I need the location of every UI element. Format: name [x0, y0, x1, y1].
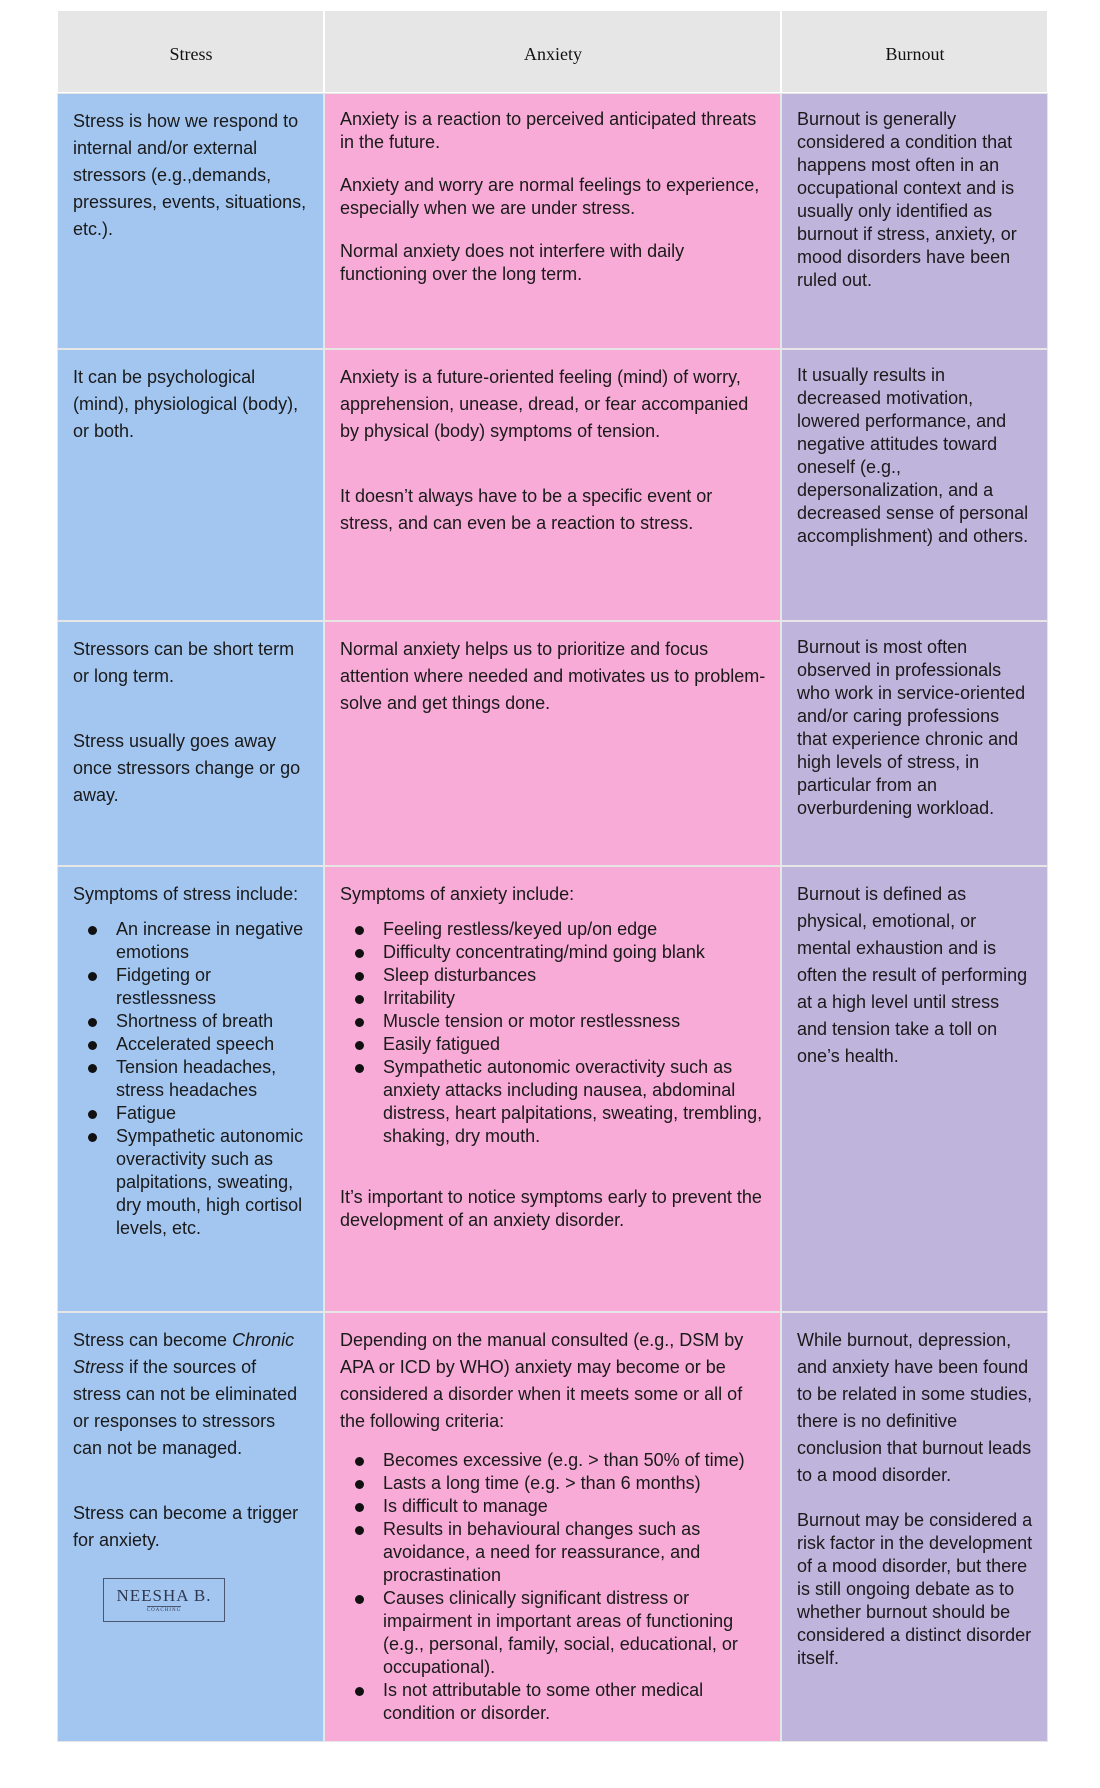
row3-burnout-text: Burnout is most often observed in professionals who work in service-oriented and/or caring professions that experience chronic and high levels of stress, in particular from an overburdening workload. — [797, 637, 1026, 818]
header-stress: Stress — [57, 10, 324, 93]
neesha-b-coaching-logo — [103, 1578, 225, 1622]
row5-stress-text-1 — [73, 1327, 309, 1462]
row5-anxiety-intro: Depending on the manual consulted (e.g., DSM by APA or ICD by WHO) anxiety may become or be considered a disorder when it meets some or all of the following criteria: — [340, 1330, 744, 1431]
row1-anxiety-text-3: Normal anxiety does not interfere with daily functioning over the long term. — [340, 241, 685, 284]
list-item: Sympathetic autonomic overactivity such as palpitations, sweating, dry mouth, high cortisol levels, etc. — [116, 1125, 309, 1240]
anxiety-criteria-list — [340, 1449, 766, 1725]
comparison-table — [57, 10, 1048, 1742]
header-anxiety: Anxiety — [324, 10, 781, 93]
list-item: Fatigue — [116, 1102, 309, 1125]
row1-burnout-cell — [781, 93, 1048, 349]
row2-stress-text: It can be psychological (mind), physiological (body), or both. — [73, 367, 299, 441]
row5-burnout-cell — [781, 1312, 1048, 1742]
row3-burnout-cell — [781, 621, 1048, 866]
row1-anxiety-cell — [324, 93, 781, 349]
row3-stress-text-2: Stress usually goes away once stressors change or go away. — [73, 731, 301, 805]
logo-name: NEESHA B. — [116, 1586, 212, 1605]
list-item: Fidgeting or restlessness — [116, 964, 309, 1010]
row5-stress-cell — [57, 1312, 324, 1742]
row5-stress-text-post: if the sources of stress can not be eliminated or responses to stressors can not be managed. — [73, 1357, 298, 1458]
list-item: Causes clinically significant distress or impairment in important areas of functioning (e.g., personal, family, social, educational, or occupational). — [383, 1587, 766, 1679]
row5-stress-text-2: Stress can become a trigger for anxiety. — [73, 1503, 299, 1550]
anxiety-symptoms-list — [340, 918, 766, 1148]
row2-burnout-text: It usually results in decreased motivation, lowered performance, and negative attitudes toward oneself (e.g., depersonalization, and a decreased sense of personal accomplishment) and others. — [797, 365, 1029, 546]
row4-anxiety-intro: Symptoms of anxiety include: — [340, 884, 575, 904]
row1-stress-cell — [57, 93, 324, 349]
logo-subtitle: COACHING — [146, 1608, 182, 1613]
row5-burnout-text-2: Burnout may be considered a risk factor in the development of a mood disorder, but there is still ongoing debate as to whether burnout should be considered a distinct disorder itself. — [797, 1510, 1033, 1668]
row4-stress-intro: Symptoms of stress include: — [73, 884, 299, 904]
row2-stress-cell — [57, 349, 324, 621]
list-item: Muscle tension or motor restlessness — [383, 1010, 766, 1033]
row4-anxiety-cell — [324, 866, 781, 1312]
list-item: Tension headaches, stress headaches — [116, 1056, 309, 1102]
row5-burnout-text-1: While burnout, depression, and anxiety have been found to be related in some studies, there is no definitive conclusion that burnout leads to a mood disorder. — [797, 1330, 1033, 1485]
list-item: Becomes excessive (e.g. > than 50% of time) — [383, 1449, 766, 1472]
stress-symptoms-list — [73, 918, 309, 1240]
row1-stress-text: Stress is how we respond to internal and/or external stressors (e.g.,demands, pressures, events, situations, etc.). — [73, 111, 307, 239]
row4-anxiety-outro: It’s important to notice symptoms early to prevent the development of an anxiety disorder. — [340, 1187, 762, 1230]
list-item: Feeling restless/keyed up/on edge — [383, 918, 766, 941]
list-item: Difficulty concentrating/mind going blank — [383, 941, 766, 964]
row1-anxiety-text-2: Anxiety and worry are normal feelings to experience, especially when we are under stress. — [340, 175, 760, 218]
list-item: Sleep disturbances — [383, 964, 766, 987]
list-item: Results in behavioural changes such as avoidance, a need for reassurance, and procrastination — [383, 1518, 766, 1587]
row2-anxiety-cell — [324, 349, 781, 621]
list-item: Lasts a long time (e.g. > than 6 months) — [383, 1472, 766, 1495]
row4-burnout-text: Burnout is defined as physical, emotional, or mental exhaustion and is often the result of performing at a high level until stress and tension take a toll on one’s health. — [797, 884, 1028, 1066]
list-item: Easily fatigued — [383, 1033, 766, 1056]
row5-anxiety-cell — [324, 1312, 781, 1742]
header-burnout: Burnout — [781, 10, 1048, 93]
row1-burnout-text: Burnout is generally considered a condition that happens most often in an occupational context and is usually only identified as burnout if stress, anxiety, or mood disorders have been ruled out. — [797, 109, 1017, 290]
list-item: Is difficult to manage — [383, 1495, 766, 1518]
row3-anxiety-cell — [324, 621, 781, 866]
row3-stress-text-1: Stressors can be short term or long term. — [73, 639, 295, 686]
list-item: Is not attributable to some other medical condition or disorder. — [383, 1679, 766, 1725]
row3-anxiety-text: Normal anxiety helps us to prioritize and focus attention where needed and motivates us to problem-solve and get things done. — [340, 639, 766, 713]
list-item: Accelerated speech — [116, 1033, 309, 1056]
row3-stress-cell — [57, 621, 324, 866]
list-item: Sympathetic autonomic overactivity such as anxiety attacks including nausea, abdominal distress, heart palpitations, sweating, trembling, shaking, dry mouth. — [383, 1056, 766, 1148]
list-item: Shortness of breath — [116, 1010, 309, 1033]
row2-burnout-cell — [781, 349, 1048, 621]
row4-stress-cell — [57, 866, 324, 1312]
row1-anxiety-text-1: Anxiety is a reaction to perceived anticipated threats in the future. — [340, 109, 757, 152]
row5-stress-text-pre: Stress can become — [73, 1330, 233, 1350]
list-item: An increase in negative emotions — [116, 918, 309, 964]
chronic-stress-term: Chronic Stress — [73, 1330, 295, 1377]
row2-anxiety-text-1: Anxiety is a future-oriented feeling (mind) of worry, apprehension, unease, dread, or fear accompanied by physical (body) symptoms of tension. — [340, 367, 749, 441]
list-item: Irritability — [383, 987, 766, 1010]
row4-burnout-cell — [781, 866, 1048, 1312]
row2-anxiety-text-2: It doesn’t always have to be a specific event or stress, and can even be a reaction to stress. — [340, 486, 713, 533]
